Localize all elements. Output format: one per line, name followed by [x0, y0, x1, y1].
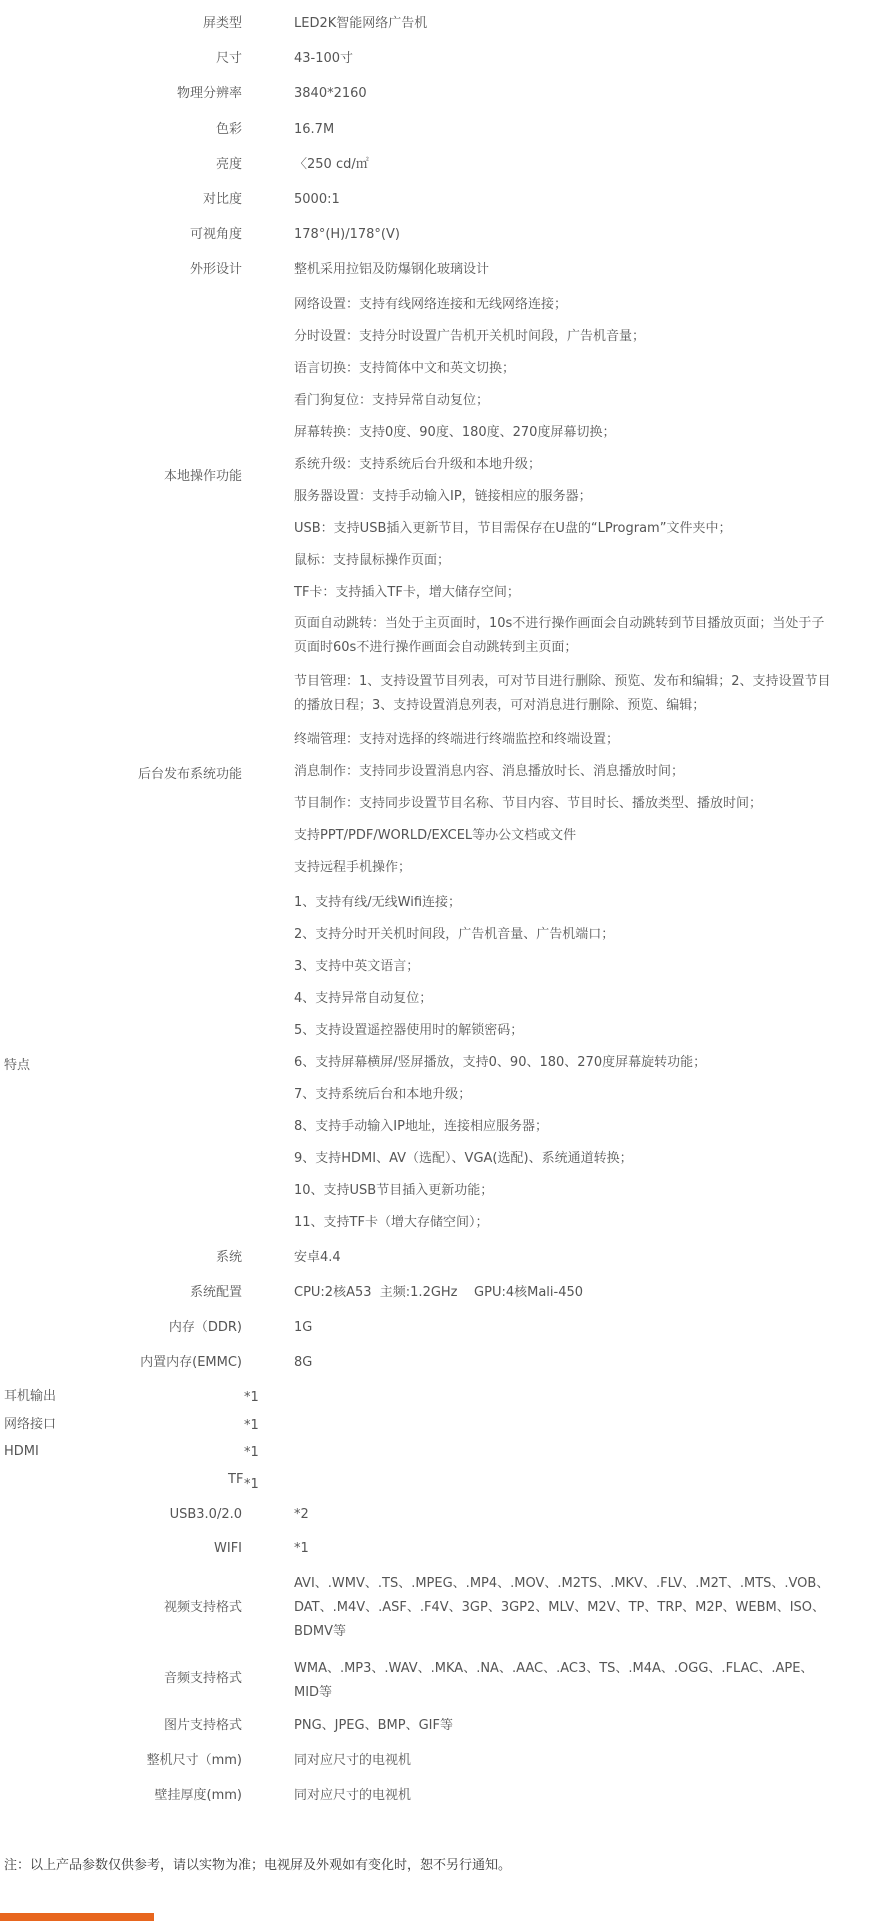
local-ops-item: 服务器设置：支持手动输入IP，链接相应的服务器；: [294, 489, 592, 504]
label-design: 外形设计: [189, 262, 242, 277]
value-viewing-angle: 178°(H)/178°(V): [294, 227, 400, 242]
label-audio-formats: 音频支持格式: [163, 1671, 242, 1686]
backend-item: 节目制作：支持同步设置节目名称、节目内容、节目时长、播放类型、播放时间；: [294, 796, 763, 811]
label-tf: TF: [228, 1472, 244, 1487]
label-unit-size: 整机尺寸（mm): [146, 1753, 242, 1768]
value-hdmi: *1: [244, 1445, 259, 1460]
label-size: 尺寸: [215, 51, 242, 66]
value-wall-thickness: 同对应尺寸的电视机: [294, 1788, 412, 1803]
local-ops-item: 屏幕转换：支持0度、90度、180度、270度屏幕切换；: [294, 425, 616, 440]
feature-item: 3、支持中英文语言；: [294, 959, 420, 974]
value-color: 16.7M: [294, 122, 335, 137]
label-wall-thickness: 壁挂厚度(mm): [154, 1788, 242, 1803]
label-local-ops: 本地操作功能: [163, 469, 242, 484]
label-system-config: 系统配置: [189, 1285, 242, 1300]
label-color: 色彩: [215, 122, 242, 137]
value-resolution: 3840*2160: [294, 86, 367, 101]
value-contrast: 5000:1: [294, 192, 340, 207]
local-ops-item: 看门狗复位：支持异常自动复位；: [294, 393, 490, 408]
value-os: 安卓4.4: [294, 1250, 341, 1265]
label-wifi: WIFI: [214, 1541, 242, 1556]
local-ops-item: 网络设置：支持有线网络连接和无线网络连接；: [294, 297, 568, 312]
label-video-formats: 视频支持格式: [163, 1600, 242, 1615]
local-ops-item: USB：支持USB插入更新节目，节目需保存在U盘的“LProgram”文件夹中；: [294, 521, 732, 536]
label-resolution: 物理分辨率: [176, 86, 242, 101]
local-ops-item: 语言切换：支持简体中文和英文切换；: [294, 361, 516, 376]
label-brightness: 亮度: [215, 157, 242, 172]
label-image-formats: 图片支持格式: [163, 1718, 242, 1733]
local-ops-item: 鼠标：支持鼠标操作页面；: [294, 553, 451, 568]
label-network: 网络接口: [4, 1417, 57, 1432]
label-contrast: 对比度: [202, 192, 242, 207]
value-ram: 1G: [294, 1320, 313, 1335]
feature-item: 1、支持有线/无线Wifi连接；: [294, 895, 462, 910]
feature-item: 2、支持分时开关机时间段，广告机音量、广告机端口；: [294, 927, 615, 942]
value-unit-size: 同对应尺寸的电视机: [294, 1753, 412, 1768]
value-audio-formats: WMA、.MP3、.WAV、.MKA、.NA、.AAC、.AC3、TS、.M4A、.OGG、.FLAC、.APE、MID等: [294, 1661, 814, 1700]
footer-note: 注：以上产品参数仅供参考，请以实物为准；电视屏及外观如有变化时，恕不另行通知。: [4, 1858, 512, 1873]
value-design: 整机采用拉铝及防爆钢化玻璃设计: [294, 262, 490, 277]
value-video-formats: AVI、.WMV、.TS、.MPEG、.MP4、.MOV、.M2TS、.MKV、.FLV、.M2T、.MTS、.VOB、DAT、.M4V、.ASF、.F4V、3GP、3GP2、MLV、M2V、TP、TRP、M2P、WEBM、ISO、BDMV等: [294, 1576, 830, 1639]
local-ops-item: 系统升级：支持系统后台升级和本地升级；: [294, 457, 542, 472]
label-backend: 后台发布系统功能: [137, 767, 242, 782]
value-size: 43-100寸: [294, 51, 354, 66]
label-usb: USB3.0/2.0: [169, 1507, 242, 1522]
feature-item: 7、支持系统后台和本地升级；: [294, 1087, 472, 1102]
value-brightness: 〈250 cd/㎡: [294, 157, 369, 172]
feature-item: 10、支持USB节目插入更新功能；: [294, 1183, 494, 1198]
label-hdmi: HDMI: [4, 1444, 39, 1459]
label-viewing-angle: 可视角度: [189, 227, 242, 242]
label-os: 系统: [215, 1250, 242, 1265]
value-wifi: *1: [294, 1541, 309, 1556]
value-network: *1: [244, 1418, 259, 1433]
local-ops-item: 页面自动跳转：当处于主页面时，10s不进行操作画面会自动跳转到节目播放页面；当处于子页面时60s不进行操作画面会自动跳转到主页面；: [294, 616, 825, 655]
value-emmc: 8G: [294, 1355, 313, 1370]
feature-item: 6、支持屏幕横屏/竖屏播放，支持0、90、180、270度屏幕旋转功能；: [294, 1055, 707, 1070]
value-earphone: *1: [244, 1390, 259, 1405]
label-emmc: 内置内存(EMMC): [140, 1355, 242, 1370]
value-usb: *2: [294, 1507, 309, 1522]
backend-item: 支持远程手机操作；: [294, 860, 412, 875]
feature-item: 9、支持HDMI、AV（选配）、VGA(选配)、系统通道转换；: [294, 1151, 633, 1166]
label-features: 特点: [4, 1058, 31, 1073]
local-ops-item: 分时设置：支持分时设置广告机开关机时间段，广告机音量；: [294, 329, 646, 344]
backend-item: 终端管理：支持对选择的终端进行终端监控和终端设置；: [294, 732, 620, 747]
value-tf: *1: [244, 1477, 259, 1492]
value-system-config: CPU:2核A53 主频:1.2GHz GPU:4核Mali-450: [294, 1285, 584, 1300]
label-screen-type: 屏类型: [202, 16, 242, 31]
feature-item: 4、支持异常自动复位；: [294, 991, 433, 1006]
orange-accent-bar: [0, 1913, 154, 1921]
label-earphone: 耳机输出: [4, 1389, 57, 1404]
feature-item: 11、支持TF卡（增大存储空间）；: [294, 1215, 489, 1230]
feature-item: 8、支持手动输入IP地址，连接相应服务器；: [294, 1119, 548, 1134]
value-image-formats: PNG、JPEG、BMP、GIF等: [294, 1718, 453, 1733]
backend-item: 消息制作：支持同步设置消息内容、消息播放时长、消息播放时间；: [294, 764, 685, 779]
feature-item: 5、支持设置遥控器使用时的解锁密码；: [294, 1023, 524, 1038]
value-screen-type: LED2K智能网络广告机: [294, 16, 428, 31]
backend-item: 节目管理：1、支持设置节目列表，可对节目进行删除、预览、发布和编辑；2、支持设置节目的播放日程；3、支持设置消息列表，可对消息进行删除、预览、编辑；: [294, 674, 831, 713]
backend-item: 支持PPT/PDF/WORLD/EXCEL等办公文档或文件: [294, 828, 577, 843]
local-ops-item: TF卡：支持插入TF卡，增大储存空间；: [294, 585, 520, 600]
label-ram: 内存（DDR): [168, 1320, 242, 1335]
